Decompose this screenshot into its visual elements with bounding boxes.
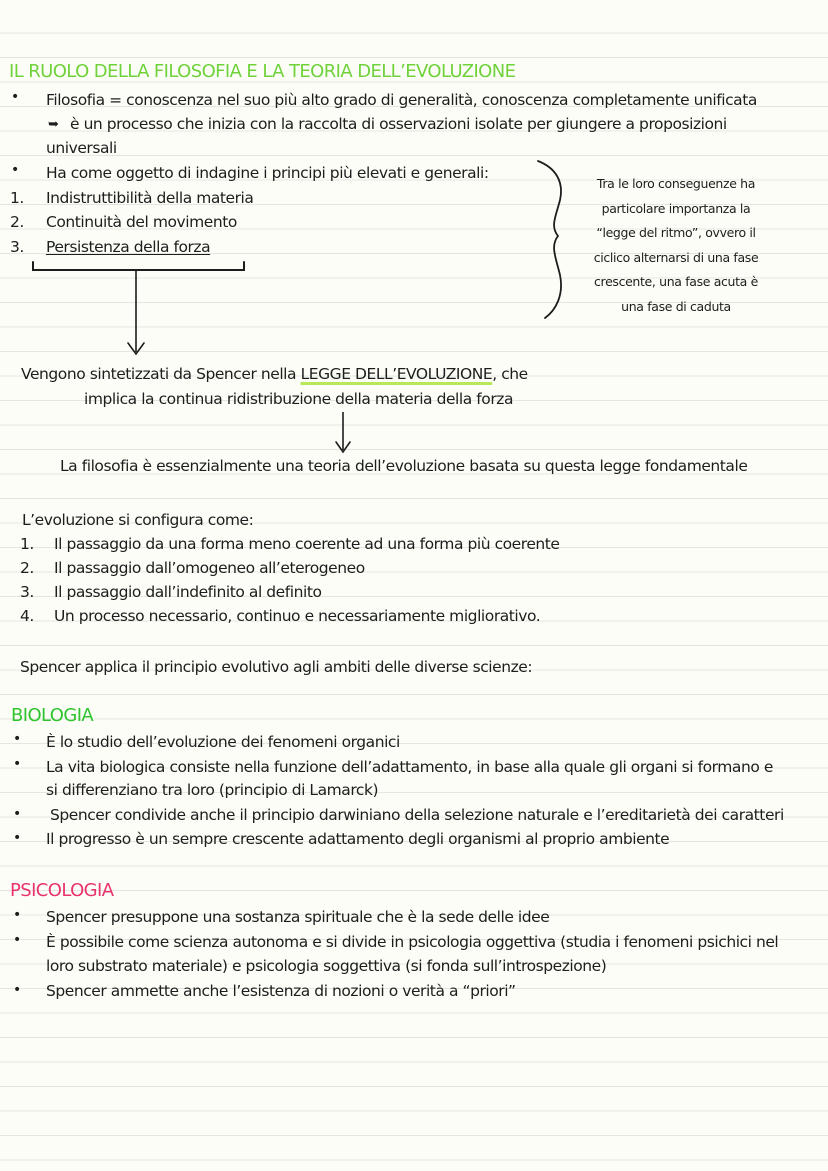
intro-bullet-2: Ha come oggetto di indagine i principi più elevati e generali:	[46, 164, 489, 182]
side-note-line: ciclico alternarsi di una fase	[593, 250, 759, 265]
psicologia-bullet-2a: È possibile come scienza autonoma e si divide in psicologia oggettiva (studia i fenomeni psichici nel	[46, 933, 779, 951]
synthesis-line-2: implica la continua ridistribuzione della materia della forza	[84, 390, 513, 408]
biologia-title: BIOLOGIA	[11, 705, 94, 726]
biologia-bullet-1: È lo studio dell’evoluzione dei fenomeni organici	[46, 733, 400, 751]
bracket-under-principles	[33, 262, 244, 270]
principle-number: 1.	[10, 189, 24, 207]
bullet-dot: •	[13, 756, 22, 772]
evolution-law-highlight: LEGGE DELL’EVOLUZIONE	[300, 365, 493, 383]
principle-number: 3.	[10, 238, 24, 256]
evolution-number: 4.	[20, 607, 34, 625]
bullet-dot: •	[13, 806, 22, 822]
principle-item: Persistenza della forza	[46, 238, 211, 256]
intro-bullet-1: Filosofia = conoscenza nel suo più alto grado di generalità, conoscenza completamente unificata	[46, 91, 757, 109]
conclusion-text: La filosofia è essenzialmente una teoria dell’evoluzione basata su questa legge fondamentale	[60, 457, 748, 475]
bullet-dot: •	[11, 162, 20, 178]
bullet-dot: •	[13, 907, 22, 923]
evolution-item: Il passaggio da una forma meno coerente ad una forma più coerente	[54, 535, 560, 553]
principle-number: 2.	[10, 213, 24, 231]
spencer-line: Spencer applica il principio evolutivo agli ambiti delle diverse scienze:	[20, 658, 533, 676]
arrow-icon: ➥	[48, 117, 59, 132]
intro-line-2: è un processo che inizia con la raccolta di osservazioni isolate per giungere a proposizioni	[70, 115, 727, 133]
side-note-line: particolare importanza la	[601, 201, 751, 216]
principle-item: Continuità del movimento	[46, 213, 237, 231]
page-title: IL RUOLO DELLA FILOSOFIA E LA TEORIA DELL’EVOLUZIONE	[9, 61, 516, 82]
evolution-intro: L’evoluzione si configura come:	[22, 511, 254, 529]
biologia-bullet-2b: si differenziano tra loro (principio di Lamarck)	[46, 781, 379, 799]
evolution-item: Il passaggio dall’indefinito al definito	[54, 583, 322, 601]
bullet-dot: •	[13, 982, 22, 998]
synthesis-pre: Vengono sintetizzati da Spencer nella	[21, 365, 301, 383]
bullet-dot: •	[13, 731, 22, 747]
psicologia-bullet-2b: loro substrato materiale) e psicologia soggettiva (si fonda sull’introspezione)	[46, 957, 607, 975]
bullet-dot: •	[11, 89, 20, 105]
side-note-line: Tra le loro conseguenze ha	[596, 176, 756, 191]
curly-brace	[538, 161, 561, 318]
psicologia-title: PSICOLOGIA	[10, 880, 114, 901]
intro-line-3: universali	[46, 139, 117, 157]
side-note-line: crescente, una fase acuta è	[594, 274, 758, 289]
bullet-dot: •	[13, 830, 22, 846]
synthesis-post: , che	[492, 365, 528, 383]
bullet-dot: •	[13, 932, 22, 948]
evolution-number: 3.	[20, 583, 34, 601]
biologia-bullet-2a: La vita biologica consiste nella funzione dell’adattamento, in base alla quale gli organi si formano e	[46, 758, 773, 776]
biologia-bullet-4: Il progresso è un sempre crescente adattamento degli organismi al proprio ambiente	[46, 830, 670, 848]
side-note-line: “legge del ritmo”, ovvero il	[596, 225, 756, 240]
evolution-item: Il passaggio dall’omogeneo all’eterogeneo	[54, 559, 365, 577]
side-note-line: una fase di caduta	[621, 299, 731, 314]
evolution-number: 2.	[20, 559, 34, 577]
psicologia-bullet-1: Spencer presuppone una sostanza spirituale che è la sede delle idee	[46, 908, 550, 926]
evolution-item: Un processo necessario, continuo e necessariamente migliorativo.	[54, 607, 541, 625]
evolution-number: 1.	[20, 535, 34, 553]
principle-item: Indistruttibilità della materia	[46, 189, 254, 207]
biologia-bullet-3: Spencer condivide anche il principio darwiniano della selezione naturale e l’ereditarietà dei caratteri	[50, 806, 784, 824]
psicologia-bullet-3: Spencer ammette anche l’esistenza di nozioni o verità a “priori”	[46, 982, 516, 1000]
synthesis-line-1	[21, 364, 528, 384]
